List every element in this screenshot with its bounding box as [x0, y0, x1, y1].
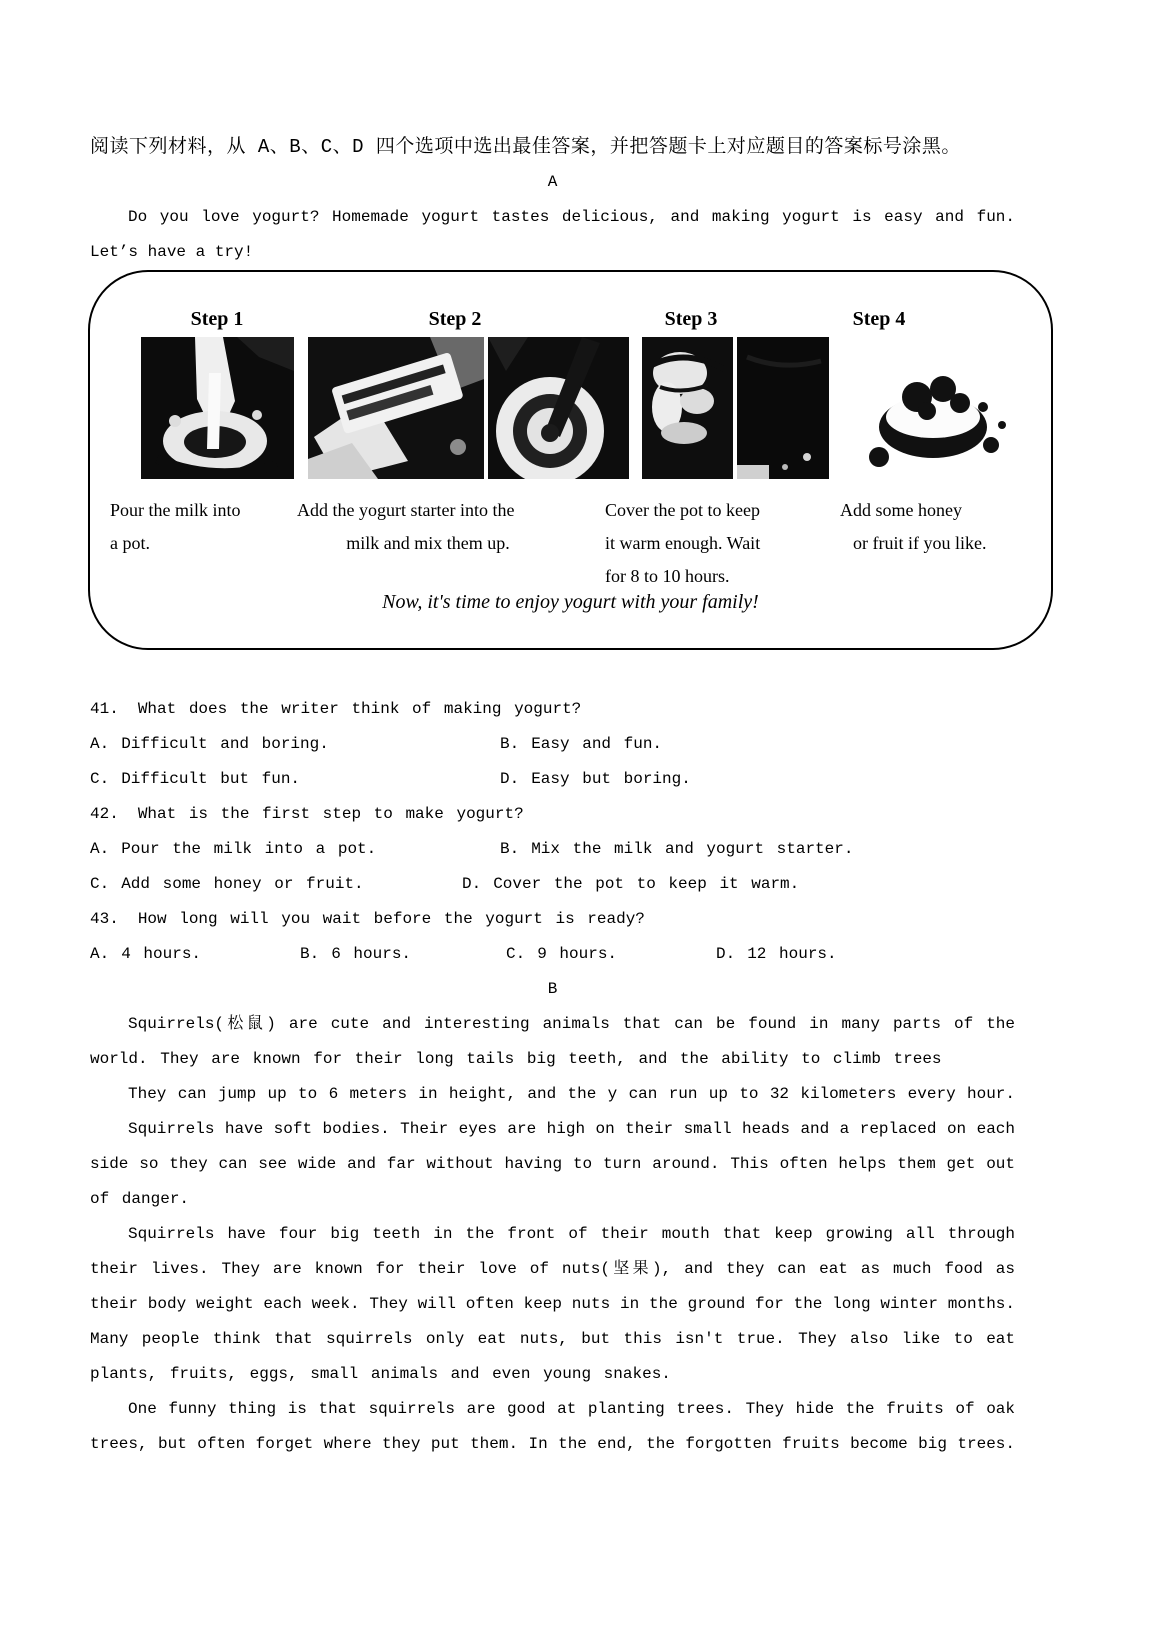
question-41-option-c: C. Difficult but fun. — [90, 770, 301, 788]
question-43 — [90, 902, 1015, 937]
passage-b-line-7: Squirrels have four big teeth in the front of their mouth that keep growing all through — [128, 1225, 1015, 1243]
passage-b-line-3: They can jump up to 6 meters in height, and the y can run up to 32 kilometers every hour. — [128, 1085, 1015, 1103]
question-42-options-row-2 — [90, 867, 1015, 902]
question-43-number: 43. — [90, 910, 119, 928]
question-41-option-d: D. Easy but boring. — [500, 770, 691, 788]
passage-b-line-13: trees, but often forget where they put them. In the end, the forgotten fruits become big trees. — [90, 1435, 1015, 1453]
question-43-option-c: C. 9 hours. — [506, 945, 618, 963]
question-43-option-d: D. 12 hours. — [716, 945, 837, 963]
passage-b-line-10: Many people think that squirrels only eat nuts, but this isn't true. They also like to eat — [90, 1330, 1015, 1348]
question-42-option-b: B. Mix the milk and yogurt starter. — [500, 840, 854, 858]
intro-line-2: Let’s have a try! — [90, 243, 254, 261]
step4-caption: Add some honey or fruit if you like. — [840, 500, 987, 553]
question-41-option-a: A. Difficult and boring. — [90, 735, 329, 753]
question-41-number: 41. — [90, 700, 119, 718]
step3-title: Step 3 — [664, 308, 718, 330]
question-42-option-c: C. Add some honey or fruit. — [90, 875, 364, 893]
passage-b-line-11: plants, fruits, eggs, small animals and even young snakes. — [90, 1365, 671, 1383]
step1-caption: Pour the milk into a pot. — [110, 500, 241, 553]
step4-title: Step 4 — [852, 308, 906, 330]
cover-pot-hands-photo — [642, 337, 733, 479]
question-41 — [90, 692, 1015, 727]
passage-b-line-6: of danger. — [90, 1190, 190, 1208]
step3-caption: Cover the pot to keep it warm enough. Wait for 8 to 10 hours. — [605, 500, 761, 586]
question-42-number: 42. — [90, 805, 119, 823]
yogurt-steps-figure — [88, 270, 1053, 650]
step1-title: Step 1 — [190, 308, 244, 330]
question-41-option-b: B. Easy and fun. — [500, 735, 663, 753]
question-42-option-a: A. Pour the milk into a pot. — [90, 840, 377, 858]
pour-milk-photo — [141, 337, 294, 479]
question-43-text: How long will you wait before the yogurt is ready? — [137, 910, 645, 928]
question-42-option-d: D. Cover the pot to keep it warm. — [462, 875, 800, 893]
question-42-options-row-1 — [90, 832, 1015, 867]
figure-closing-text: Now, it's time to enjoy yogurt with your family! — [382, 591, 759, 613]
question-41-text: What does the writer think of making yogurt? — [137, 700, 582, 718]
question-42 — [90, 797, 1015, 832]
mixing-bowl-photo — [488, 337, 629, 479]
instruction-text: 阅读下列材料，从 A、B、C、D 四个选项中选出最佳答案，并把答题卡上对应题目的答案标号涂黑。 — [90, 136, 961, 158]
passage-b-line-4: Squirrels have soft bodies. Their eyes are high on their small heads and a replaced on each — [128, 1120, 1015, 1138]
passage-b-line-1: Squirrels(松鼠) are cute and interesting animals that can be found in many parts of the — [128, 1015, 1015, 1033]
step2-title: Step 2 — [428, 308, 482, 330]
question-43-options-row — [90, 937, 1015, 972]
question-41-options-row-1 — [90, 727, 1015, 762]
section-b-label: B — [547, 980, 558, 998]
passage-b-line-12: One funny thing is that squirrels are good at planting trees. They hide the fruits of oak — [128, 1400, 1015, 1418]
section-a-label: A — [547, 173, 558, 191]
yogurt-starter-package-photo — [308, 337, 484, 479]
question-41-options-row-2 — [90, 762, 1015, 797]
question-42-text: What is the first step to make yogurt? — [137, 805, 524, 823]
question-43-option-b: B. 6 hours. — [300, 945, 412, 963]
dark-pot-photo — [737, 337, 829, 479]
question-43-option-a: A. 4 hours. — [90, 945, 202, 963]
intro-line-1: Do you love yogurt? Homemade yogurt tastes delicious, and making yogurt is easy and fun. — [128, 208, 1015, 226]
passage-b-line-8: their lives. They are known for their love of nuts(坚果), and they can eat as much food as — [90, 1260, 1015, 1278]
passage-b-line-9: their body weight each week. They will often keep nuts in the ground for the long winter months. — [90, 1295, 1015, 1313]
passage-b-line-2: world. They are known for their long tails big teeth, and the ability to climb trees — [90, 1050, 942, 1068]
step2-caption: Add the yogurt starter into the milk and mix them up. — [297, 500, 515, 553]
fruit-honey-bowl-photo — [863, 337, 1010, 479]
passage-b-line-5: side so they can see wide and far without having to turn around. This often helps them get out — [90, 1155, 1015, 1173]
